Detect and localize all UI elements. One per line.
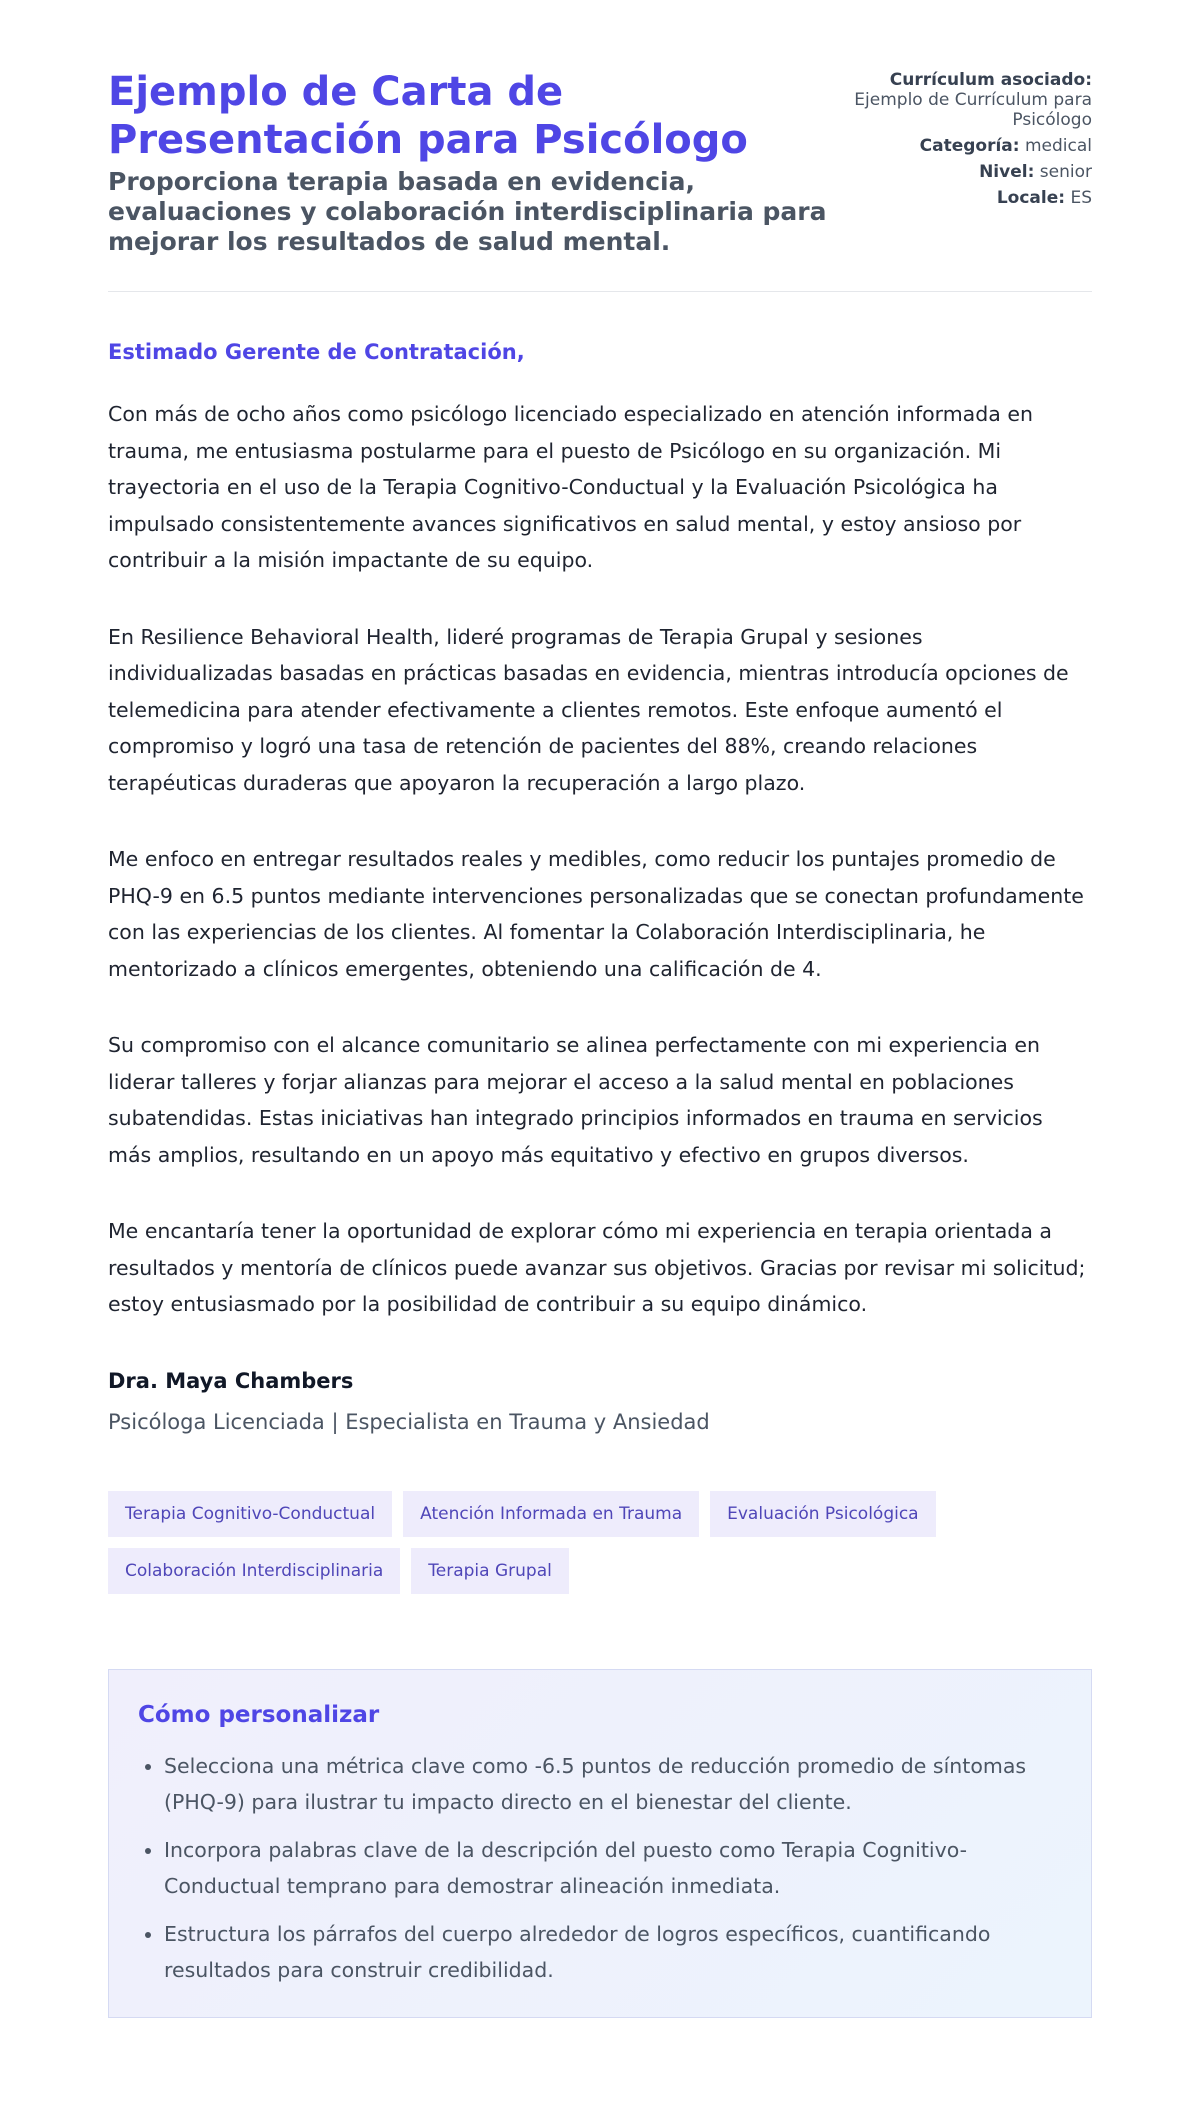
meta-resume-label: Currículum asociado: <box>889 70 1092 90</box>
tip-item: • Incorpora palabras clave de la descripción del puesto como Terapia Cognitivo-Conductual temprano para demostrar alineación inmediata. <box>164 1832 1062 1905</box>
letter-paragraph: Me enfoco en entregar resultados reales y medibles, como reducir los puntajes promedio de PHQ-9 en 6.5 puntos mediante intervenciones personalizadas que se conectan profundamente con las experiencias de los clientes. Al fomentar la Colaboración Interdisciplinaria, he mentorizado a clínicos emergentes, obteniendo una calificación de 4. <box>108 847 1084 981</box>
signature-title: Psicóloga Licenciada | Especialista en Trauma y Ansiedad <box>108 1409 710 1434</box>
skill-tag: Atención Informada en Trauma <box>403 1491 699 1537</box>
meta-category <box>841 136 1092 156</box>
letter-body <box>108 396 1092 1323</box>
skill-tags <box>108 1491 1008 1594</box>
letter-paragraph: En Resilience Behavioral Health, lideré programas de Terapia Grupal y sesiones individualizadas basadas en prácticas basadas en evidencia, mientras introducía opciones de telemedicina para atender efectivamente a clientes remotos. Este enfoque aumentó el compromiso y logró una tasa de retención de pacientes del 88%, creando relaciones terapéuticas duraderas que apoyaron la recuperación a largo plazo. <box>108 624 1069 795</box>
metadata-panel <box>841 68 1092 214</box>
signature-name: Dra. Maya Chambers <box>108 1368 354 1393</box>
skill-tag: Terapia Grupal <box>411 1548 569 1594</box>
letter-paragraph: Me encantaría tener la oportunidad de explorar cómo mi experiencia en terapia orientada a resultados y mentoría de clínicos puede avanzar sus objetivos. Gracias por revisar mi solicitud; estoy entusiasmado por la posibilidad de contribuir a su equipo dinámico. <box>108 1219 1086 1316</box>
meta-locale-label: Locale: <box>996 188 1066 208</box>
skill-tag: Terapia Cognitivo-Conductual <box>108 1491 392 1537</box>
meta-level-value: senior <box>1039 162 1092 182</box>
letter-paragraph: Su compromiso con el alcance comunitario se alinea perfectamente con mi experiencia en liderar talleres y forjar alianzas para mejorar el acceso a la salud mental en poblaciones subatendidas. Estas iniciativas han integrado principios informados en trauma en servicios más amplios, resultando en un apoyo más equitativo y efectivo en grupos diversos. <box>108 1033 1043 1167</box>
meta-locale <box>841 188 1092 208</box>
meta-level <box>841 162 1092 182</box>
meta-category-value: medical <box>1024 136 1092 156</box>
page-header <box>108 68 1092 257</box>
tips-title: Cómo personalizar <box>138 1701 380 1728</box>
meta-level-label: Nivel: <box>979 162 1035 182</box>
page-title: Ejemplo de Carta de Presentación para Psicólogo <box>108 69 748 163</box>
signature-block <box>108 1367 1092 1436</box>
letter-paragraph: Con más de ocho años como psicólogo licenciado especializado en atención informada en trauma, me entusiasma postularme para el puesto de Psicólogo en su organización. Mi trayectoria en el uso de la Terapia Cognitivo-Conductual y la Evaluación Psicológica ha impulsado consistentemente avances significativos en salud mental, y estoy ansioso por contribuir a la misión impactante de su equipo. <box>108 402 1033 572</box>
skill-tag: Evaluación Psicológica <box>710 1491 935 1537</box>
meta-locale-value: ES <box>1070 188 1092 208</box>
meta-resume <box>841 70 1092 130</box>
tip-item: • Selecciona una métrica clave como -6.5 puntos de reducción promedio de síntomas (PHQ-9) para ilustrar tu impacto directo en el bienestar del cliente. <box>164 1748 1062 1821</box>
tip-item: • Estructura los párrafos del cuerpo alrededor de logros específicos, cuantificando resultados para construir credibilidad. <box>164 1916 1062 1989</box>
header-divider <box>108 291 1092 292</box>
salutation: Estimado Gerente de Contratación, <box>108 340 525 364</box>
meta-category-label: Categoría: <box>919 136 1020 156</box>
header-titles <box>108 68 841 257</box>
page-subtitle: Proporciona terapia basada en evidencia, evaluaciones y colaboración interdisciplinaria para mejorar los resultados de salud mental. <box>108 167 827 256</box>
tips-list <box>138 1748 1062 1989</box>
customization-tips <box>108 1669 1092 2018</box>
skill-tag: Colaboración Interdisciplinaria <box>108 1548 400 1594</box>
letter <box>108 338 1092 1323</box>
meta-resume-value: Ejemplo de Currículum para Psicólogo <box>854 90 1092 130</box>
